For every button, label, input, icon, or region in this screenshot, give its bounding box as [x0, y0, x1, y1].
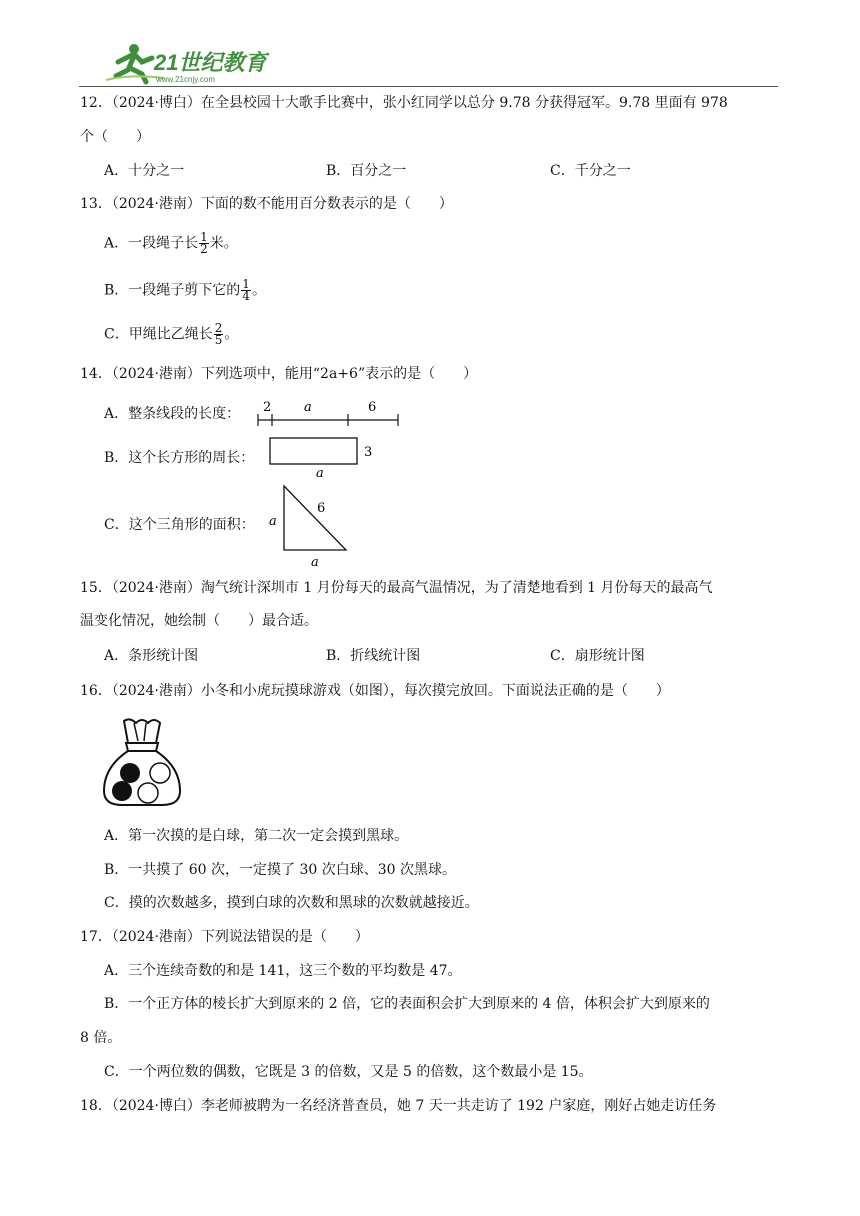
q17-option-b-line1[interactable]: B．一个正方体的棱长扩大到原来的 2 倍，它的表面积会扩大到原来的 4 倍，体积会扩大到原来的 — [104, 996, 710, 1012]
q12-stem-line1: 12．（2024·博白）在全县校园十大歌手比赛中，张小红同学以总分 9.78 分获得冠军。9.78 里面有 978 — [80, 95, 728, 111]
white-ball-icon — [150, 763, 170, 783]
q14-option-b[interactable]: B．这个长方形的周长： — [104, 450, 255, 466]
q16-option-c[interactable]: C．摸的次数越多，摸到白球的次数和黑球的次数就越接近。 — [104, 895, 479, 911]
triangle-bottom-label: a — [311, 555, 319, 568]
rect-bottom-label: a — [316, 466, 324, 480]
triangle-hyp-label: 6 — [317, 501, 326, 516]
q13-c-fraction: $\frac{2}{5}$ — [214, 321, 223, 347]
q14-stem: 14．（2024·港南）下列选项中，能用“2a+6”表示的是（ ） — [80, 366, 478, 382]
q15-stem-line2: 温变化情况，她绘制（ ）最合适。 — [80, 613, 318, 629]
q16-option-a[interactable]: A．第一次摸的是白球，第二次一定会摸到黑球。 — [104, 828, 409, 844]
q16-option-b[interactable]: B．一共摸了 60 次，一定摸了 30 次白球、30 次黑球。 — [104, 862, 456, 878]
header-divider — [79, 86, 778, 87]
q15-option-c[interactable]: C．扇形统计图 — [550, 648, 645, 664]
black-ball-icon — [120, 763, 140, 783]
q14-option-c[interactable]: C．这个三角形的面积： — [104, 517, 255, 533]
q17-option-c[interactable]: C．一个两位数的偶数，它既是 3 的倍数，又是 5 的倍数，这个数最小是 15。 — [104, 1064, 593, 1080]
segment-label-6: 6 — [368, 400, 377, 415]
q16-stem: 16．（2024·港南）小冬和小虎玩摸球游戏（如图），每次摸完放回。下面说法正确的是（ ） — [80, 683, 670, 699]
q13-a-fraction: $\frac{1}{2}$ — [200, 230, 208, 256]
q13-c-suffix: 。 — [224, 326, 239, 343]
q13-b-text: B．一段绳子剪下它的 — [104, 282, 241, 299]
rectangle-diagram — [268, 436, 378, 480]
rect-side-label: 3 — [364, 445, 373, 460]
q13-c-text: C．甲绳比乙绳长 — [104, 326, 213, 343]
ball-bag-image — [100, 715, 184, 809]
q18-stem-line1: 18．（2024·博白）李老师被聘为一名经济普查员，她 7 天一共走访了 192 户家庭，刚好占她走访任务 — [80, 1098, 717, 1114]
q15-option-b[interactable]: B．折线统计图 — [326, 648, 421, 664]
segment-label-a: a — [304, 400, 312, 415]
q14-option-a[interactable]: A．整条线段的长度： — [104, 406, 241, 422]
q13-b-suffix: 。 — [251, 282, 266, 299]
q13-b-fraction: $\frac{1}{4}$ — [242, 277, 250, 303]
white-ball-icon — [138, 783, 158, 803]
q13-a-suffix: 米。 — [209, 235, 238, 252]
q12-stem-line2: 个（ ） — [80, 129, 150, 145]
q13-stem: 13．（2024·港南）下面的数不能用百分数表示的是（ ） — [80, 196, 453, 212]
q17-option-a[interactable]: A．三个连续奇数的和是 141，这三个数的平均数是 47。 — [104, 963, 462, 979]
q17-stem: 17．（2024·港南）下列说法错误的是（ ） — [80, 929, 369, 945]
black-ball-icon — [112, 781, 132, 801]
q13-option-a[interactable] — [104, 232, 238, 255]
q15-option-a[interactable]: A．条形统计图 — [104, 648, 199, 664]
q13-option-b[interactable] — [104, 279, 266, 302]
q15-stem-line1: 15．（2024·港南）淘气统计深圳市 1 月份每天的最高气温情况，为了清楚地看到 1 月份每天的最高气 — [80, 580, 713, 596]
q17-option-b-line2[interactable]: 8 倍。 — [80, 1030, 122, 1046]
q12-option-c[interactable]: C．千分之一 — [550, 163, 631, 179]
q12-option-b[interactable]: B．百分之一 — [326, 163, 407, 179]
segment-diagram — [256, 396, 402, 428]
triangle-left-label: a — [269, 514, 277, 529]
site-logo — [104, 40, 304, 85]
q13-option-c[interactable] — [104, 323, 238, 346]
q13-a-text: A．一段绳子长 — [104, 235, 199, 252]
triangle-diagram — [266, 482, 356, 568]
segment-label-2: 2 — [263, 400, 272, 415]
q12-option-a[interactable]: A．十分之一 — [104, 163, 185, 179]
logo-url: www.21cnjy.com — [156, 75, 215, 84]
logo-text: 21世纪教育 — [154, 50, 267, 75]
